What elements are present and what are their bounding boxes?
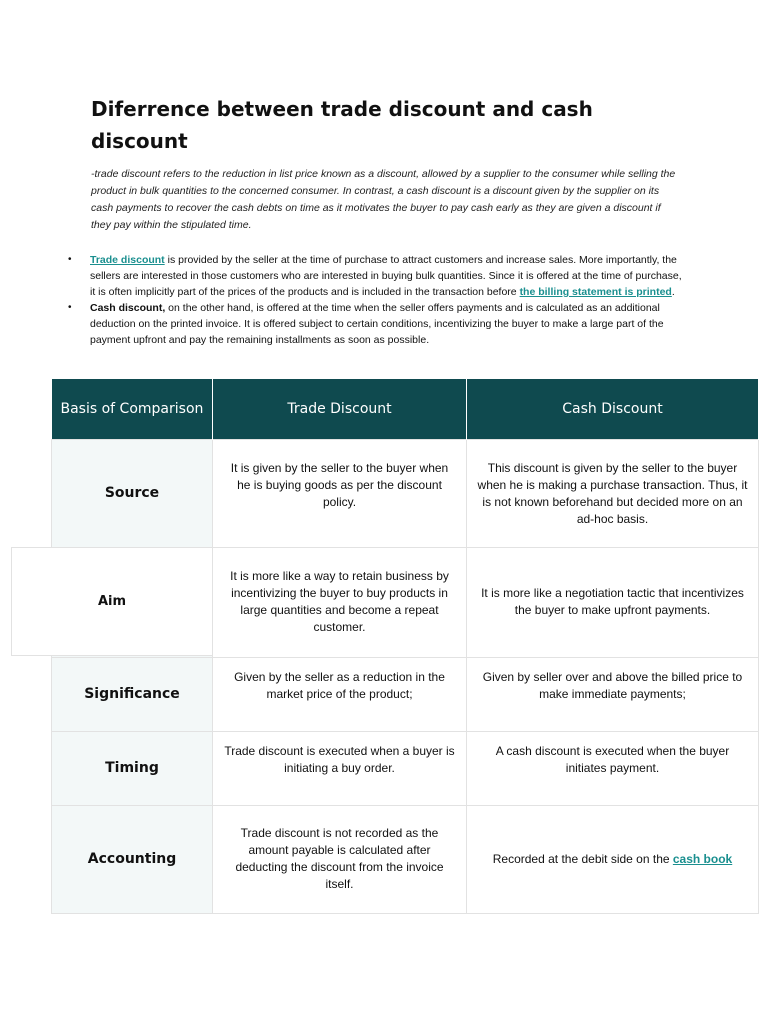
cash-cell: It is more like a negotiation tactic that incentivizes the buyer to make upfront payments.: [467, 547, 759, 657]
basis-cell: Source: [52, 439, 213, 547]
table-row: [52, 805, 759, 913]
bullet-trade-discount: [66, 252, 686, 300]
page-title: Diferrence between trade discount and cash discount: [91, 97, 593, 153]
trade-cell: Trade discount is executed when a buyer is initiating a buy order.: [213, 731, 467, 805]
trade-cell: Trade discount is not recorded as the amount payable is calculated after deducting the discount from the invoice itself.: [213, 805, 467, 913]
trade-cell: It is more like a way to retain business by incentivizing the buyer to buy products in large quantities and become a repeat customer.: [213, 547, 467, 657]
cash-book-link[interactable]: cash book: [672, 851, 733, 866]
trade-cell: Given by the seller as a reduction in the market price of the product;: [213, 657, 467, 731]
table-header-row: [52, 379, 759, 439]
bullet-marker: •: [68, 302, 72, 313]
trade-discount-link[interactable]: Trade discount: [90, 254, 165, 266]
header-basis: Basis of Comparison: [52, 379, 213, 439]
table-row: [52, 439, 759, 547]
basis-cell-aim: Aim: [11, 547, 212, 656]
cash-cell-text: Recorded at the debit side on the: [492, 851, 673, 866]
bullet-tail: .: [671, 286, 675, 298]
cash-cell: This discount is given by the seller to the buyer when he is making a purchase transaction. Thus, it is not known beforehand but decided more on an ad-hoc basis.: [467, 439, 759, 547]
cash-cell: Given by seller over and above the billed price to make immediate payments;: [467, 657, 759, 731]
cash-cell: A cash discount is executed when the buyer initiates payment.: [467, 731, 759, 805]
bullet-lead: Cash discount,: [90, 302, 166, 314]
billing-statement-link[interactable]: the billing statement is printed: [519, 286, 672, 298]
bullet-text: on the other hand, is offered at the time when the seller offers payments and is calculated as an additional deduction on the printed invoice. It is offered subject to certain conditions, incentivizing the buyer to make a large part of the payment upfront and pay the remaining installments as soon as possible.: [90, 302, 664, 346]
basis-cell: Timing: [52, 731, 213, 805]
header-cash-discount: Cash Discount: [467, 379, 759, 439]
header-trade-discount: Trade Discount: [213, 379, 467, 439]
bullet-marker: •: [68, 254, 72, 265]
table-row: [52, 731, 759, 805]
basis-cell: Accounting: [52, 805, 213, 913]
bullet-list: [66, 252, 686, 348]
bullet-text: is provided by the seller at the time of purchase to attract customers and increase sales. More importantly, the sellers are interested in those customers who are interested in buying bulk quantities. Since it is offered at the time of purchase, it is often implicitly part of the prices of the products and is included in the transaction before: [90, 254, 682, 298]
bullet-cash-discount: [66, 300, 686, 348]
table-row: [52, 657, 759, 731]
cash-cell: [467, 805, 759, 913]
trade-cell: It is given by the seller to the buyer when he is buying goods as per the discount policy.: [213, 439, 467, 547]
basis-cell: Significance: [52, 657, 213, 731]
intro-paragraph: -trade discount refers to the reduction in list price known as a discount, allowed by a supplier to the consumer while selling the product in bulk quantities to the concerned consumer. In contrast, a cash discount is a discount given by the supplier on its cash payments to recover the cash debts on time as it motivates the buyer to pay cash early as they are given a discount if they pay within the stipulated time.: [91, 168, 676, 231]
